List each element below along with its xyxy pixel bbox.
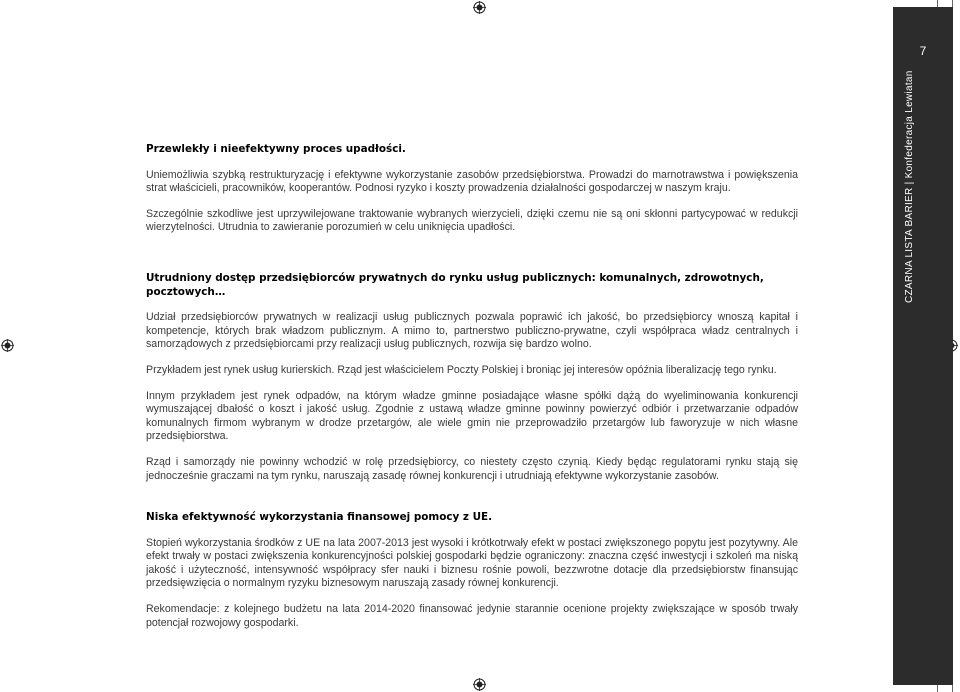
page-number: 7 xyxy=(919,44,927,58)
registration-mark-bottom xyxy=(473,678,486,691)
paragraph: Przykładem jest rynek usług kurierskich. Rząd jest właścicielem Poczty Polskiej i broniąc jej interesów opóźnia liberalizację tego rynku. xyxy=(146,363,777,376)
paragraph: Rekomendacje: z kolejnego budżetu na lata 2014-2020 finansować jedynie starannie ocenione projekty zwiększające w sposób trwały potencjał rozwojowy gospodarki. xyxy=(146,603,798,629)
section-bankruptcy xyxy=(146,143,798,235)
paragraph: Stopień wykorzystania środków z UE na lata 2007-2013 jest wysoki i krótkotrwały efekt w postaci zwiększonego popytu jest pozytywny. Ale efekt trwały w postaci zwiększenia konkurencyjności polskiej gospodarki będzie ograniczony: znaczna część inwestycji i szkoleń ma niską jakość i użyteczność, intensywność współpracy sfer nauki i biznesu rośnie powoli, bezzwrotne dotacje dla przedsiębiorstw finansując przedsięwzięcia o normalnym ryzyku biznesowym naruszają zasady równej konkurencji. xyxy=(146,536,798,590)
registration-mark-left xyxy=(1,339,14,352)
paragraph: Udział przedsiębiorców prywatnych w realizacji usług publicznych pozwala poprawić ich jakość, bo przedsiębiorcy wnoszą kapitał i kompetencje, których brak władzom publicznym. A mimo to, partnerstwo publiczno-prywatne, czyli współpraca władz centralnych i samorządowych z przedsiębiorcami przy realizacji usług publicznych, rozwija się bardzo wolno. xyxy=(146,311,798,351)
section-heading: Utrudniony dostęp przedsiębiorców prywatnych do rynku usług publicznych: komunalnych, zdrowotnych, pocztowych… xyxy=(146,271,764,298)
main-content xyxy=(146,143,798,658)
registration-mark-top xyxy=(473,1,486,14)
paragraph: Szczególnie szkodliwe jest uprzywilejowane traktowanie wybranych wierzycieli, dzięki czemu nie są oni skłonni partycypować w redukcji wierzytelności. Utrudnia to zawieranie porozumień w celu uniknięcia upadłości. xyxy=(146,207,798,234)
paragraph: Innym przykładem jest rynek odpadów, na którym władze gminne posiadające własne spółki dążą do wyeliminowania konkurencji wymuszającej dbałość o koszt i jakość usług. Zgodnie z ustawą władze gminne powinny powierzyć odbiór i przetwarzanie odpadów komunalnych firmom wybranym w drodze przetargów, ale wiele gmin nie przeprowadziło przetargów lub faworyzuje w nich własne przedsiębiorstwa. xyxy=(146,389,798,443)
paragraph: Uniemożliwia szybką restrukturyzację i efektywne wykorzystanie zasobów przedsiębiorstwa. Prowadzi do marnotrawstwa i powiększenia strat właścicieli, pracowników, kooperantów. Podnosi ryzyko i koszty prowadzenia działalności gospodarczej w naszym kraju. xyxy=(146,168,798,195)
section-heading: Przewlekły i nieefektywny proces upadłości. xyxy=(146,143,406,155)
sidebar-label: CZARNA LISTA BARIER | Konfederacja Lewiatan xyxy=(904,70,915,303)
sidebar xyxy=(893,7,953,685)
section-eu-funds xyxy=(146,511,798,630)
paragraph: Rząd i samorządy nie powinny wchodzić w rolę przedsiębiorcy, co niestety często czynią. Kiedy będąc regulatorami rynku stają się jednocześnie graczami na tym rynku, naruszają zasadę równej konkurencji i utrudniają efektywne wykorzystanie zasobów. xyxy=(146,455,798,482)
section-heading: Niska efektywność wykorzystania finansowej pomocy z UE. xyxy=(146,511,493,524)
section-public-services xyxy=(146,272,798,483)
